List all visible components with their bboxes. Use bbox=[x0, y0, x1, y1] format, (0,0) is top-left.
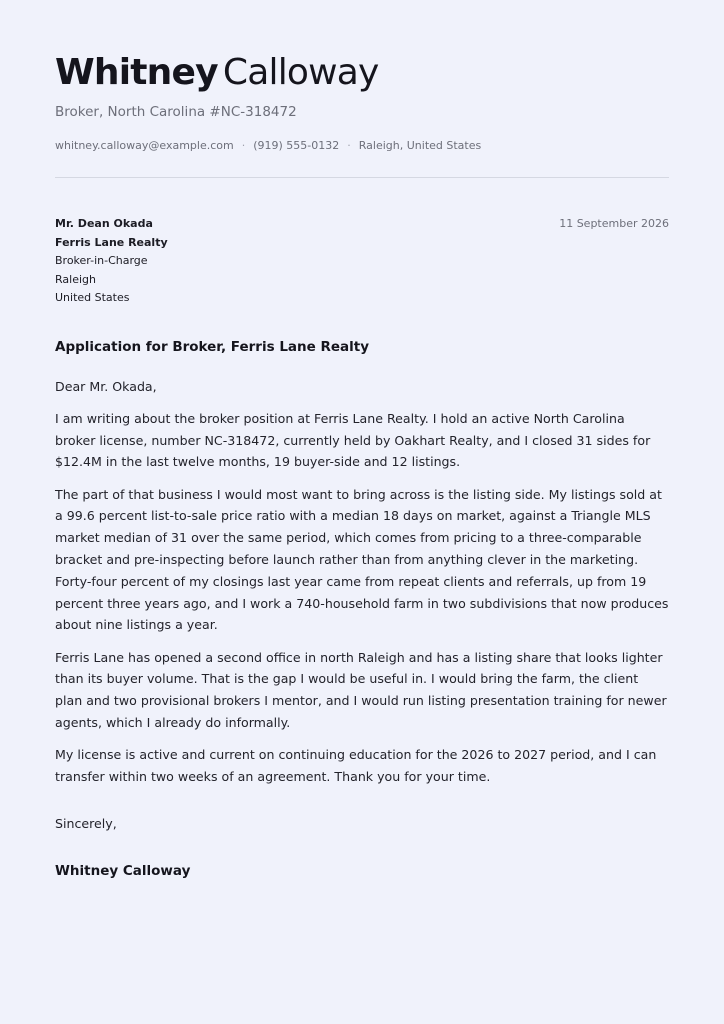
contact-separator: · bbox=[347, 139, 351, 152]
letter-subject: Application for Broker, Ferris Lane Realty bbox=[55, 339, 370, 355]
header-divider bbox=[55, 177, 669, 178]
applicant-name bbox=[55, 52, 669, 93]
applicant-subtitle: Broker, North Carolina #NC-318472 bbox=[55, 104, 297, 120]
body-paragraph: The part of that business I would most want to bring across is the listing side. My listings sold at a 99.6 percent list-to-sale price ratio with a median 18 days on market, against a Triangle MLS market median of 31 over the same period, which comes from pricing to a three-comparable bracket and pre-inspecting before launch rather than from anything clever in the marketing. Forty-four percent of my closings last year came from repeat clients and referrals, up from 19 percent three years ago, and I work a 740-household farm in two subdivisions that now produces about nine listings a year. bbox=[55, 486, 669, 633]
recipient-name: Mr. Dean Okada bbox=[55, 217, 153, 230]
recipient-title: Broker-in-Charge bbox=[55, 254, 148, 268]
applicant-first-name: Whitney bbox=[55, 52, 218, 93]
recipient-city: Raleigh bbox=[55, 272, 96, 286]
cover-letter-page bbox=[55, 0, 669, 1024]
contact-phone: (919) 555-0132 bbox=[253, 139, 340, 152]
closing: Sincerely, bbox=[55, 816, 117, 831]
body-paragraph: I am writing about the broker position at Ferris Lane Realty. I hold an active North Carolina broker license, number NC-318472, currently held by Oakhart Realty, and I closed 31 sides for $12.4M in the last twelve months, 19 buyer-side and 12 listings. bbox=[55, 410, 651, 470]
applicant-last-name: Calloway bbox=[222, 52, 379, 93]
contact-email: whitney.calloway@example.com bbox=[55, 139, 234, 152]
body-paragraph: My license is active and current on continuing education for the 2026 to 2027 period, and I can transfer within two weeks of an agreement. Thank you for your time. bbox=[55, 747, 657, 784]
greeting: Dear Mr. Okada, bbox=[55, 379, 157, 394]
recipient-block bbox=[55, 215, 168, 308]
body-paragraph: Ferris Lane has opened a second office in north Raleigh and has a listing share that looks lighter than its buyer volume. That is the gap I would be useful in. I would bring the farm, the client plan and two provisional brokers I mentor, and I would run listing presentation training for newer agents, which I already do informally. bbox=[55, 649, 667, 730]
signature-name: Whitney Calloway bbox=[55, 863, 191, 879]
contact-line bbox=[55, 139, 481, 152]
recipient-company: Ferris Lane Realty bbox=[55, 235, 168, 249]
contact-location: Raleigh, United States bbox=[358, 139, 482, 152]
letter-body bbox=[55, 376, 669, 798]
contact-separator: · bbox=[241, 139, 246, 152]
recipient-country: United States bbox=[55, 291, 130, 305]
letter-date: 11 September 2026 bbox=[559, 217, 669, 230]
